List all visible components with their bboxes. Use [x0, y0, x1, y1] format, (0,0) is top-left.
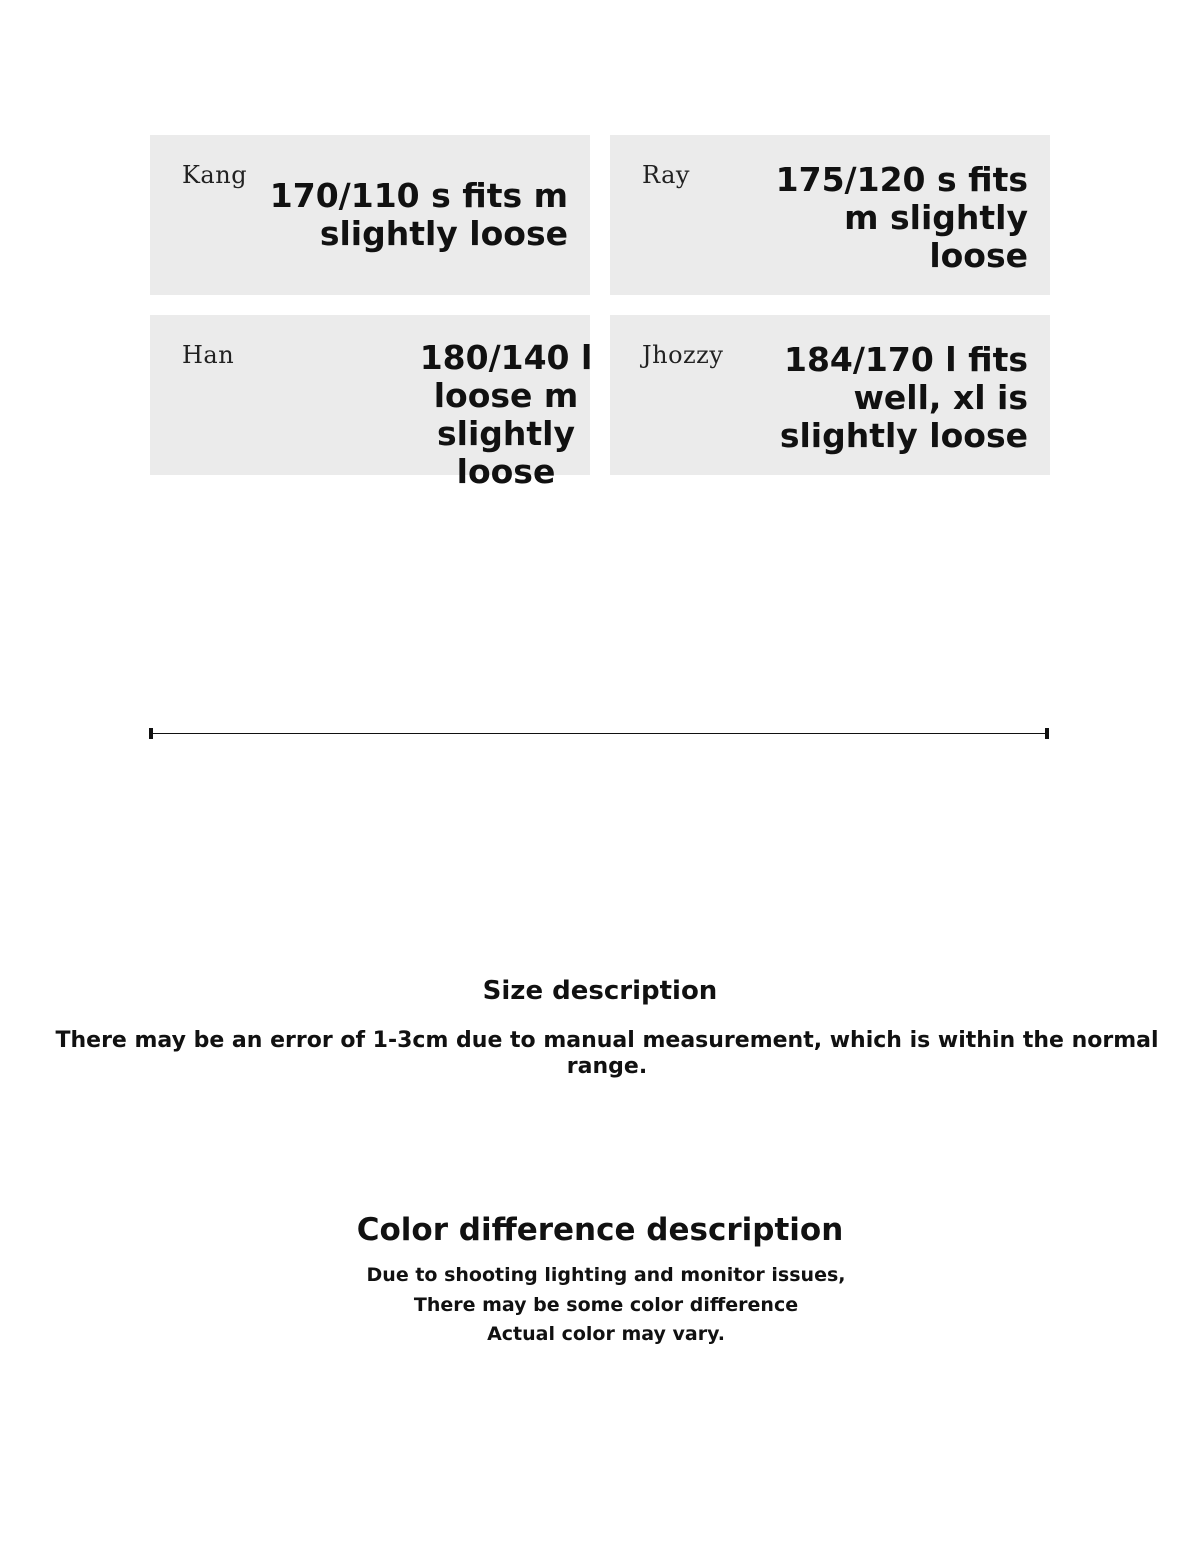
reviewer-name: Han: [182, 341, 235, 369]
color-difference-line: Actual color may vary.: [487, 1323, 725, 1345]
reviewer-name: Ray: [642, 161, 690, 189]
review-card-kang: [150, 135, 590, 295]
divider-right-cap: [1045, 728, 1049, 739]
section-divider: [150, 733, 1049, 734]
review-text: 170/110 s fits m slightly loose: [269, 176, 568, 253]
review-card-jhozzy: [610, 315, 1050, 475]
review-card-han: [150, 315, 593, 491]
color-difference-title: Color difference description: [356, 1212, 844, 1248]
size-description-body: There may be an error of 1-3cm due to manual measurement, which is within the normal range.: [55, 1028, 1159, 1079]
reviewer-name: Jhozzy: [642, 341, 724, 369]
color-difference-line: There may be some color difference: [413, 1294, 799, 1316]
reviewer-name: Kang: [182, 161, 248, 189]
review-text: 175/120 s fits m slightly loose: [775, 160, 1028, 275]
size-description-title: Size description: [482, 976, 718, 1006]
review-text: 180/140 l loose m slightly loose: [419, 338, 593, 491]
color-difference-line: Due to shooting lighting and monitor issues,: [366, 1264, 846, 1286]
divider-left-cap: [149, 728, 153, 739]
review-text: 184/170 l fits well, xl is slightly loose: [779, 340, 1028, 455]
review-card-ray: [610, 135, 1050, 295]
